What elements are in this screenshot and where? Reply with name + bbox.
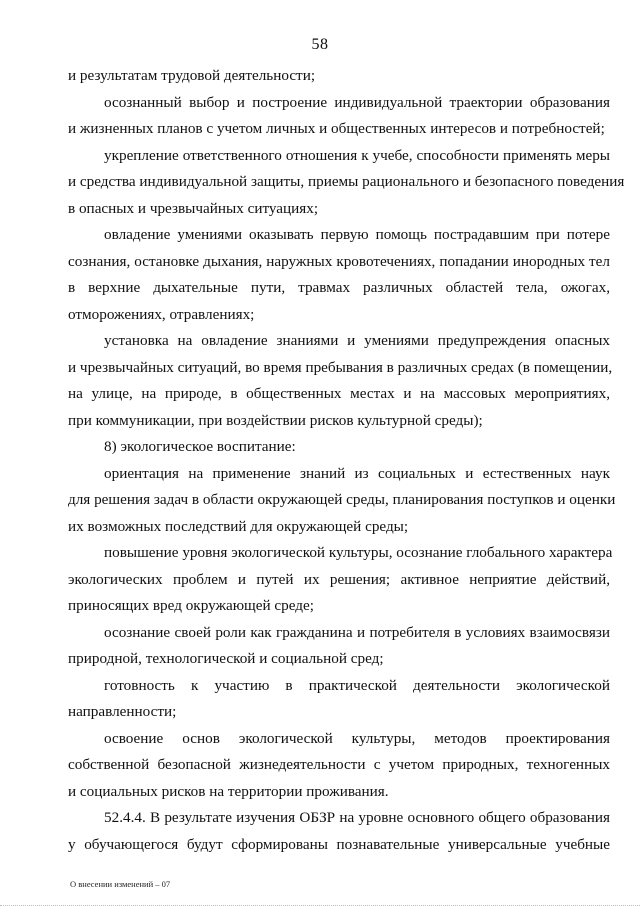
text-line: отморожениях, отравлениях; <box>68 305 255 323</box>
text-line: установка на овладение знаниями и умениями предупреждения опасных <box>104 332 610 349</box>
text-line: освоение основ экологической культуры, методов проектирования <box>104 729 610 747</box>
text-line: в опасных и чрезвычайных ситуациях; <box>68 199 319 217</box>
page-number: 58 <box>311 36 329 53</box>
text-line: овладение умениями оказывать первую помощь пострадавшим при потере <box>104 226 610 243</box>
text-line: в верхние дыхательные пути, травмах различных областей тела, ожогах, <box>68 279 610 296</box>
text-line: повышение уровня экологической культуры, осознание глобального характера <box>104 544 613 561</box>
text-line: у обучающегося будут сформированы познавательные универсальные учебные <box>68 835 610 853</box>
text-line: их возможных последствий для окружающей среды; <box>68 517 409 535</box>
text-line: собственной безопасной жизнедеятельности с учетом природных, техногенных <box>68 756 610 773</box>
text-line: приносящих вред окружающей среде; <box>68 597 314 614</box>
text-line: укрепление ответственного отношения к учебе, способности применять меры <box>104 146 610 164</box>
text-line: на улице, на природе, в общественных местах и на массовых мероприятиях, <box>68 385 610 402</box>
text-line: осознание своей роли как гражданина и потребителя в условиях взаимосвязи <box>104 623 610 641</box>
text-line: для решения задач в области окружающей среды, планирования поступков и оценки <box>68 491 616 508</box>
text-line: и чрезвычайных ситуаций, во время пребывания в различных средах (в помещении, <box>68 358 613 376</box>
text-line: и жизненных планов с учетом личных и общественных интересов и потребностей; <box>68 120 605 137</box>
text-line: экологических проблем и путей их решения; активное неприятие действий, <box>68 570 610 588</box>
text-line: и результатам трудовой деятельности; <box>68 67 316 84</box>
text-line: природной, технологической и социальной сред; <box>68 650 384 667</box>
text-line: ориентация на применение знаний из социальных и естественных наук <box>104 464 610 482</box>
text-line: и средства индивидуальной защиты, приемы рационального и безопасного поведения <box>68 173 625 190</box>
text-line: осознанный выбор и построение индивидуальной траектории образования <box>104 93 610 111</box>
scan-edge-divider <box>0 905 640 907</box>
text-line: при коммуникации, при воздействии рисков культурной среды); <box>68 411 483 429</box>
list-item-heading: 8) экологическое воспитание: <box>104 438 296 455</box>
text-line: и социальных рисков на территории проживания. <box>68 782 389 800</box>
body-text <box>68 63 625 858</box>
text-line: направленности; <box>68 703 177 720</box>
text-line: сознания, остановке дыхания, наружных кровотечениях, попадании инородных тел <box>68 252 610 270</box>
text-line: готовность к участию в практической деятельности экологической <box>104 676 610 694</box>
section-paragraph-start: 52.4.4. В результате изучения ОБЗР на уровне основного общего образования <box>104 809 610 826</box>
footer-note: О внесении изменений – 07 <box>70 879 171 889</box>
